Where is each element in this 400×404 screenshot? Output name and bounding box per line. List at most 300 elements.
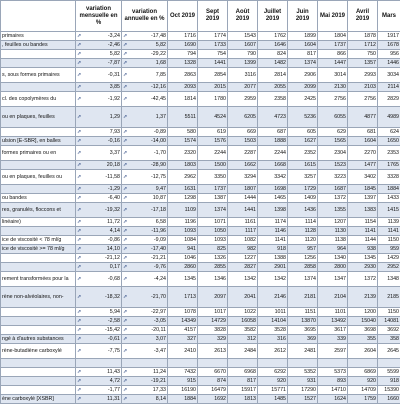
month-value-cell: 1161 — [228, 218, 258, 227]
header-month: Mars — [378, 1, 400, 32]
month-value-cell: 1884 — [378, 185, 400, 194]
variation-annuelle-cell — [122, 137, 168, 146]
month-value-cell: 1011 — [258, 308, 288, 317]
variation-mensuelle-cell — [76, 368, 122, 377]
month-value-cell: 1256 — [288, 254, 318, 263]
month-value-cell: 1523 — [318, 161, 348, 170]
row-label: linéaire) — [1, 218, 76, 227]
month-value-cell: 1345 — [168, 272, 198, 287]
trend-arrow-icon: ⇗ — [123, 96, 129, 102]
table-row — [1, 170, 400, 185]
variation-value: -21,21 — [151, 255, 166, 261]
month-value-cell: 3350 — [198, 170, 228, 185]
variation-mensuelle-cell — [76, 395, 122, 404]
row-label: ou en plaques, feuilles — [1, 107, 76, 128]
variation-value: -0,31 — [108, 72, 120, 78]
month-value-cell: 329 — [198, 335, 228, 344]
row-label — [1, 185, 76, 194]
variation-annuelle-cell — [122, 203, 168, 218]
month-value-cell: 2041 — [228, 287, 258, 308]
variation-mensuelle-cell — [76, 41, 122, 50]
variation-mensuelle-cell — [76, 185, 122, 194]
header-month: Août 2019 — [228, 1, 258, 32]
month-value-cell — [348, 359, 378, 368]
variation-value: -19,32 — [105, 207, 120, 213]
trend-arrow-icon: ⇗ — [123, 129, 129, 135]
table-row — [1, 386, 400, 395]
table-row — [1, 137, 400, 146]
variation-value: -6,40 — [108, 195, 120, 201]
month-value-cell: 1084 — [168, 236, 198, 245]
month-value-cell: 1737 — [318, 41, 348, 50]
month-value-cell: 918 — [258, 245, 288, 254]
month-value-cell: 1604 — [288, 41, 318, 50]
month-value-cell: 1803 — [168, 161, 198, 170]
variation-value: 11,24 — [153, 369, 166, 375]
month-value-cell — [288, 359, 318, 368]
trend-arrow-icon: ⇗ — [77, 72, 83, 78]
month-value-cell: 14349 — [168, 317, 198, 326]
variation-value: 17,33 — [153, 387, 166, 393]
month-value-cell: 1139 — [378, 218, 400, 227]
row-label — [1, 359, 76, 368]
month-value-cell: 2901 — [258, 263, 288, 272]
variation-value: 7,93 — [110, 129, 120, 135]
trend-arrow-icon: ⇗ — [77, 387, 83, 393]
variation-value: -0,61 — [108, 336, 120, 342]
month-value-cell: 1093 — [168, 227, 198, 236]
month-value-cell: 2244 — [198, 146, 228, 161]
variation-value: 9,47 — [156, 186, 166, 192]
variation-value: 0,17 — [110, 264, 120, 270]
month-value-cell: 2858 — [288, 263, 318, 272]
month-value-cell: 2962 — [168, 170, 198, 185]
trend-arrow-icon: ⇗ — [123, 318, 129, 324]
header-month: Mai 2019 — [318, 1, 348, 32]
row-label: res, granulés, floccons et — [1, 203, 76, 218]
month-value-cell: 1814 — [168, 92, 198, 107]
month-value-cell: 1374 — [288, 59, 318, 68]
month-value-cell: 959 — [378, 245, 400, 254]
month-value-cell: 1409 — [288, 194, 318, 203]
month-value-cell: 3014 — [318, 68, 348, 83]
month-value-cell: 2612 — [258, 344, 288, 359]
variation-annuelle-cell — [122, 68, 168, 83]
variation-value: 11,72 — [107, 219, 120, 225]
month-value-cell: 1144 — [348, 236, 378, 245]
month-value-cell: 817 — [228, 377, 258, 386]
month-value-cell: 1729 — [288, 185, 318, 194]
month-value-cell: 1627 — [288, 137, 318, 146]
variation-value: -14,00 — [151, 138, 166, 144]
row-label: , feuilles ou bandes — [1, 41, 76, 50]
trend-arrow-icon: ⇗ — [77, 129, 83, 135]
variation-value: -42,45 — [151, 96, 166, 102]
month-value-cell: 1780 — [198, 92, 228, 107]
variation-mensuelle-cell — [76, 50, 122, 59]
table-row — [1, 263, 400, 272]
month-value-cell: 1138 — [318, 236, 348, 245]
month-value-cell: 2055 — [258, 83, 288, 92]
month-value-cell: 1128 — [288, 227, 318, 236]
variation-mensuelle-cell — [76, 161, 122, 170]
month-value-cell: 6869 — [348, 368, 378, 377]
month-value-cell: 1465 — [258, 194, 288, 203]
month-value-cell: 2481 — [288, 344, 318, 359]
month-value-cell: 13492 — [318, 317, 348, 326]
month-value-cell: 1082 — [228, 236, 258, 245]
month-value-cell: 1150 — [378, 236, 400, 245]
table-row — [1, 272, 400, 287]
month-value-cell: 2103 — [348, 83, 378, 92]
month-value-cell: 3294 — [228, 170, 258, 185]
trend-arrow-icon: ⇗ — [123, 228, 129, 234]
row-label: ice de viscosité < 78 ml/g — [1, 236, 76, 245]
variation-value: 4,14 — [110, 228, 120, 234]
table-row — [1, 185, 400, 194]
month-value-cell: 941 — [168, 245, 198, 254]
month-value-cell: 1574 — [168, 137, 198, 146]
variation-annuelle-cell — [122, 272, 168, 287]
month-value-cell: 2959 — [228, 92, 258, 107]
row-label: ulsion [E-SBR], en balles — [1, 137, 76, 146]
table-row — [1, 50, 400, 59]
month-value-cell: 1845 — [348, 185, 378, 194]
month-value-cell: 2952 — [378, 263, 400, 272]
variation-mensuelle-cell — [76, 377, 122, 386]
month-value-cell: 1804 — [318, 32, 348, 41]
month-value-cell: 794 — [168, 50, 198, 59]
month-value-cell: 1355 — [318, 203, 348, 218]
table-body — [1, 32, 400, 404]
month-value-cell: 1340 — [318, 254, 348, 263]
month-value-cell: 1154 — [348, 218, 378, 227]
variation-value: -29,22 — [151, 51, 166, 57]
variation-mensuelle-cell — [76, 326, 122, 335]
variation-value: -9,09 — [154, 237, 166, 243]
variation-value: -19,21 — [151, 378, 166, 384]
month-value-cell: 1698 — [258, 185, 288, 194]
variation-annuelle-cell — [122, 368, 168, 377]
month-value-cell: 1813 — [228, 395, 258, 404]
month-value-cell: 4157 — [168, 326, 198, 335]
trend-arrow-icon: ⇗ — [123, 33, 129, 39]
month-value-cell: 1527 — [288, 395, 318, 404]
trend-arrow-icon: ⇗ — [77, 294, 83, 300]
variation-value: -20,11 — [151, 327, 166, 333]
month-value-cell: 1436 — [288, 203, 318, 218]
month-value-cell: 2244 — [258, 146, 288, 161]
row-label — [1, 386, 76, 395]
row-label — [1, 254, 76, 263]
variation-value: -12,16 — [151, 84, 166, 90]
month-value-cell: 2829 — [378, 92, 400, 107]
variation-mensuelle-cell — [76, 359, 122, 368]
month-value-cell: 918 — [378, 377, 400, 386]
month-value-cell: 1130 — [318, 227, 348, 236]
month-value-cell: 4723 — [258, 107, 288, 128]
table-row — [1, 359, 400, 368]
month-value-cell: 1733 — [198, 41, 228, 50]
month-value-cell: 2604 — [348, 344, 378, 359]
variation-value: 7,85 — [156, 72, 166, 78]
month-value-cell: 681 — [348, 128, 378, 137]
month-value-cell: 1114 — [288, 218, 318, 227]
variation-value: -3,24 — [108, 33, 120, 39]
trend-arrow-icon: ⇗ — [77, 84, 83, 90]
month-value-cell: 1668 — [258, 161, 288, 170]
month-value-cell: 1141 — [378, 227, 400, 236]
month-value-cell: 6670 — [198, 368, 228, 377]
trend-arrow-icon: ⇗ — [123, 255, 129, 261]
month-value-cell: 1374 — [198, 203, 228, 218]
month-value-cell: 2814 — [258, 68, 288, 83]
variation-annuelle-cell — [122, 227, 168, 236]
row-label — [1, 263, 76, 272]
month-value-cell: 2993 — [348, 68, 378, 83]
trend-arrow-icon: ⇗ — [123, 369, 129, 375]
month-value-cell: 3328 — [378, 170, 400, 185]
month-value-cell: 3617 — [318, 326, 348, 335]
variation-value: -18,32 — [105, 294, 120, 300]
month-value-cell: 1687 — [318, 185, 348, 194]
month-value-cell: 2146 — [258, 287, 288, 308]
month-value-cell: 2287 — [228, 146, 258, 161]
month-value-cell: 2484 — [228, 344, 258, 359]
trend-arrow-icon: ⇗ — [123, 162, 129, 168]
variation-mensuelle-cell — [76, 272, 122, 287]
month-value-cell: 1884 — [168, 395, 198, 404]
variation-annuelle-cell — [122, 92, 168, 107]
trend-arrow-icon: ⇗ — [123, 378, 129, 384]
month-value-cell: 316 — [258, 335, 288, 344]
month-value-cell: 2099 — [288, 83, 318, 92]
month-value-cell: 1022 — [228, 308, 258, 317]
trend-arrow-icon: ⇗ — [123, 72, 129, 78]
trend-arrow-icon: ⇗ — [123, 219, 129, 225]
trend-arrow-icon: ⇗ — [77, 150, 83, 156]
variation-value: 20,18 — [107, 162, 120, 168]
month-value-cell: 1660 — [378, 395, 400, 404]
month-value-cell: 1146 — [258, 227, 288, 236]
month-value-cell — [258, 359, 288, 368]
trend-arrow-icon: ⇗ — [77, 174, 83, 180]
row-label — [1, 128, 76, 137]
month-value-cell: 2855 — [198, 263, 228, 272]
variation-annuelle-cell — [122, 41, 168, 50]
month-value-cell: 1482 — [258, 59, 288, 68]
trend-arrow-icon: ⇗ — [123, 138, 129, 144]
month-value-cell: 15917 — [228, 386, 258, 395]
month-value-cell: 5599 — [378, 368, 400, 377]
month-value-cell: 3342 — [258, 170, 288, 185]
month-value-cell: 824 — [258, 50, 288, 59]
month-value-cell: 2352 — [288, 146, 318, 161]
variation-value: -7,87 — [108, 60, 120, 66]
row-label: ène carboxylé [XSBR] — [1, 395, 76, 404]
trend-arrow-icon: ⇗ — [123, 150, 129, 156]
table-row — [1, 254, 400, 263]
month-value-cell: 1477 — [348, 161, 378, 170]
month-value-cell: 1357 — [348, 59, 378, 68]
month-value-cell: 1328 — [168, 59, 198, 68]
variation-mensuelle-cell — [76, 32, 122, 41]
month-value-cell: 866 — [318, 50, 348, 59]
trend-arrow-icon: ⇗ — [77, 228, 83, 234]
month-value-cell: 17290 — [288, 386, 318, 395]
trend-arrow-icon: ⇗ — [77, 336, 83, 342]
variation-value: -0,86 — [108, 237, 120, 243]
variation-mensuelle-cell — [76, 194, 122, 203]
variation-mensuelle-cell — [76, 245, 122, 254]
month-value-cell: 1388 — [258, 254, 288, 263]
variation-annuelle-cell — [122, 317, 168, 326]
trend-arrow-icon: ⇗ — [123, 51, 129, 57]
month-value-cell: 624 — [378, 128, 400, 137]
month-value-cell: 4989 — [378, 107, 400, 128]
month-value-cell: 3257 — [288, 170, 318, 185]
trend-arrow-icon: ⇗ — [77, 237, 83, 243]
month-value-cell: 13870 — [288, 317, 318, 326]
month-value-cell: 2270 — [348, 146, 378, 161]
trend-arrow-icon: ⇗ — [123, 60, 129, 66]
trend-arrow-icon: ⇗ — [77, 96, 83, 102]
variation-value: -7,75 — [108, 348, 120, 354]
variation-mensuelle-cell — [76, 344, 122, 359]
variation-mensuelle-cell — [76, 317, 122, 326]
trend-arrow-icon: ⇗ — [77, 51, 83, 57]
table-row — [1, 32, 400, 41]
variation-mensuelle-cell — [76, 218, 122, 227]
variation-value: 14,10 — [107, 246, 120, 252]
variation-annuelle-cell — [122, 254, 168, 263]
table-row — [1, 218, 400, 227]
month-value-cell: 754 — [198, 50, 228, 59]
row-label — [1, 377, 76, 386]
month-value-cell: 915 — [168, 377, 198, 386]
variation-annuelle-cell — [122, 185, 168, 194]
header-month: Juillet 2019 — [258, 1, 288, 32]
variation-value: -17,40 — [151, 246, 166, 252]
variation-value: 10,87 — [153, 195, 166, 201]
variation-value: 3,07 — [156, 336, 166, 342]
table-row — [1, 83, 400, 92]
month-value-cell: 1807 — [228, 185, 258, 194]
row-label: rène non-alvéolaires, non- — [1, 287, 76, 308]
month-value-cell: 619 — [198, 128, 228, 137]
month-value-cell: 2906 — [288, 68, 318, 83]
month-value-cell: 1441 — [228, 203, 258, 218]
month-value-cell: 964 — [318, 245, 348, 254]
month-value-cell: 1878 — [348, 32, 378, 41]
month-value-cell: 1151 — [288, 308, 318, 317]
trend-arrow-icon: ⇗ — [123, 186, 129, 192]
variation-mensuelle-cell — [76, 308, 122, 317]
variation-annuelle-cell — [122, 146, 168, 161]
month-value-cell: 2860 — [168, 263, 198, 272]
month-value-cell: 2015 — [198, 83, 228, 92]
variation-annuelle-cell — [122, 326, 168, 335]
variation-mensuelle-cell — [76, 146, 122, 161]
table-row — [1, 326, 400, 335]
header-label-cell — [1, 1, 76, 32]
month-value-cell: 2854 — [198, 68, 228, 83]
table-row — [1, 203, 400, 218]
row-label — [1, 161, 76, 170]
trend-arrow-icon: ⇗ — [77, 186, 83, 192]
month-value-cell: 6968 — [228, 368, 258, 377]
month-value-cell: 1346 — [198, 272, 228, 287]
table-row — [1, 92, 400, 107]
month-value-cell: 1433 — [378, 194, 400, 203]
row-label — [1, 368, 76, 377]
month-value-cell: 3402 — [348, 170, 378, 185]
variation-annuelle-cell — [122, 128, 168, 137]
month-value-cell: 1650 — [378, 137, 400, 146]
month-value-cell: 629 — [318, 128, 348, 137]
month-value-cell: 15040 — [348, 317, 378, 326]
trend-arrow-icon: ⇗ — [77, 369, 83, 375]
variation-value: -0,89 — [154, 129, 166, 135]
month-value-cell: 6055 — [318, 107, 348, 128]
month-value-cell: 750 — [348, 50, 378, 59]
month-value-cell: 6292 — [258, 368, 288, 377]
month-value-cell: 2130 — [318, 83, 348, 92]
variation-value: -12,75 — [151, 174, 166, 180]
month-value-cell: 1690 — [168, 41, 198, 50]
month-value-cell: 2320 — [168, 146, 198, 161]
table-row — [1, 107, 400, 128]
month-value-cell: 1374 — [288, 272, 318, 287]
trend-arrow-icon: ⇗ — [77, 318, 83, 324]
table-row — [1, 236, 400, 245]
month-value-cell: 5352 — [288, 368, 318, 377]
variation-value: -1,29 — [108, 186, 120, 192]
table-row — [1, 344, 400, 359]
row-label: formes primaires ou en — [1, 146, 76, 161]
month-value-cell: 5236 — [288, 107, 318, 128]
month-value-cell: 2097 — [198, 287, 228, 308]
variation-annuelle-cell — [122, 344, 168, 359]
month-value-cell: 1093 — [198, 236, 228, 245]
month-value-cell: 1017 — [198, 308, 228, 317]
month-value-cell: 1141 — [258, 236, 288, 245]
month-value-cell: 14709 — [348, 386, 378, 395]
month-value-cell: 2827 — [228, 263, 258, 272]
month-value-cell: 893 — [318, 377, 348, 386]
variation-value: 5,82 — [110, 51, 120, 57]
variation-annuelle-cell — [122, 308, 168, 317]
month-value-cell: 2597 — [318, 344, 348, 359]
month-value-cell: 1503 — [228, 137, 258, 146]
month-value-cell: 1383 — [348, 203, 378, 218]
month-value-cell: 15771 — [258, 386, 288, 395]
month-value-cell: 2800 — [318, 263, 348, 272]
month-value-cell: 1713 — [168, 287, 198, 308]
trend-arrow-icon: ⇗ — [77, 327, 83, 333]
month-value-cell — [228, 359, 258, 368]
trend-arrow-icon: ⇗ — [123, 246, 129, 252]
month-value-cell: 790 — [228, 50, 258, 59]
variation-annuelle-cell — [122, 50, 168, 59]
month-value-cell: 920 — [258, 377, 288, 386]
variation-annuelle-cell — [122, 59, 168, 68]
variation-value: -9,76 — [154, 264, 166, 270]
variation-annuelle-cell — [122, 263, 168, 272]
row-label: primaires — [1, 32, 76, 41]
variation-value: -1,77 — [108, 387, 120, 393]
month-value-cell: 5511 — [168, 107, 198, 128]
